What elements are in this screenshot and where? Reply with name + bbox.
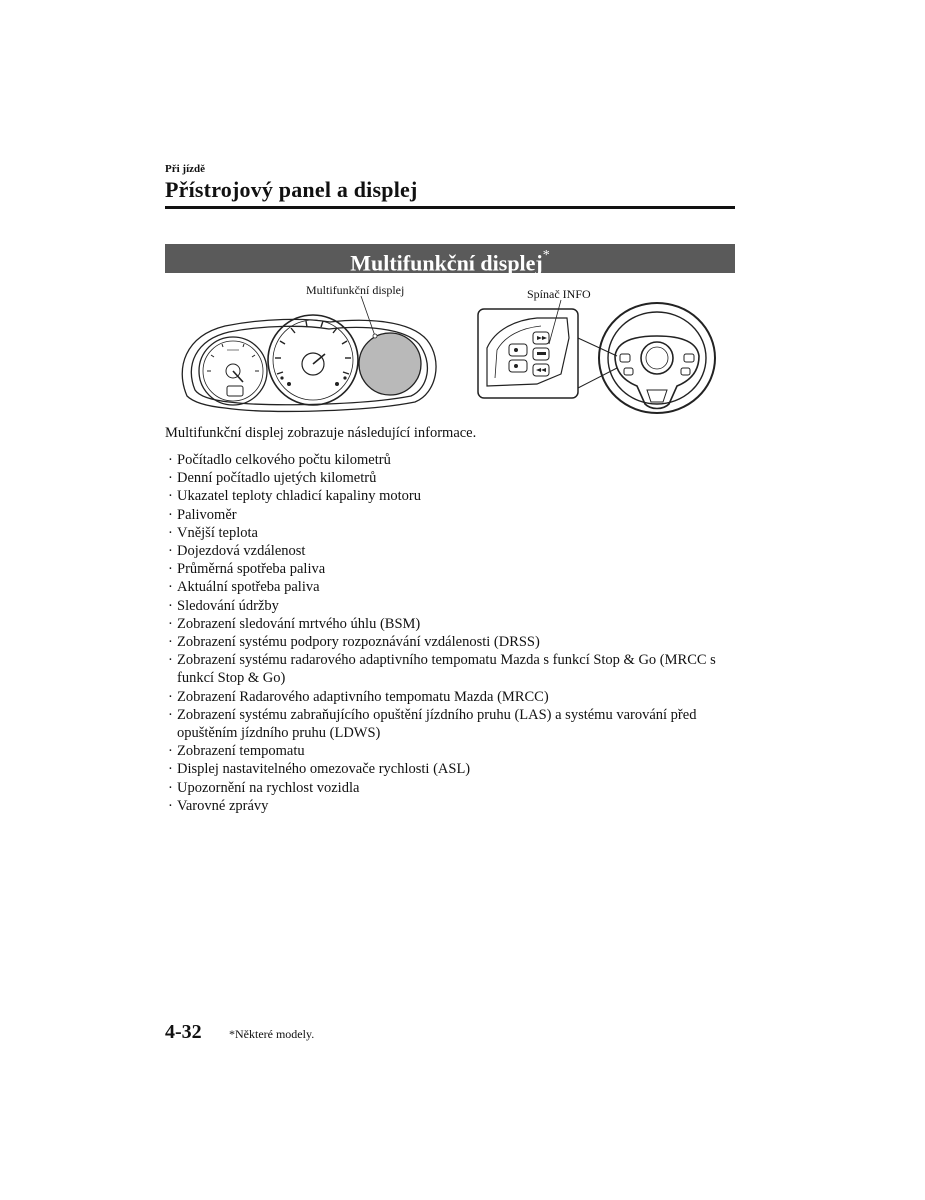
list-item-text: Zobrazení tempomatu xyxy=(177,743,305,760)
list-item xyxy=(165,451,740,469)
bullet: · xyxy=(168,543,173,560)
list-item-text: Zobrazení systému podpory rozpoznávání vzdálenosti (DRSS) xyxy=(177,634,540,651)
list-item-text: Dojezdová vzdálenost xyxy=(177,543,306,560)
list-item-text: Varovné zprávy xyxy=(177,797,269,814)
list-item-text: Zobrazení Radarového adaptivního tempomatu Mazda (MRCC) xyxy=(177,688,549,705)
list-item xyxy=(165,779,740,797)
bullet: · xyxy=(168,688,173,705)
list-item xyxy=(165,760,740,778)
section-title-bar xyxy=(165,244,735,276)
list-item-text: Počítadlo celkového počtu kilometrů xyxy=(177,452,391,468)
list-item-text: Sledování údržby xyxy=(177,597,279,614)
bullet: · xyxy=(168,524,173,541)
bullet: · xyxy=(168,706,173,723)
bullet: · xyxy=(168,779,173,796)
bullet: · xyxy=(168,615,173,632)
callout-info-switch: Spínač INFO xyxy=(527,287,591,301)
bullet: · xyxy=(168,743,173,760)
instrument-cluster-figure xyxy=(165,278,735,428)
optional-equipment-marker: * xyxy=(542,248,550,263)
bullet: · xyxy=(168,761,173,778)
page-number: 4-32 xyxy=(165,1021,202,1043)
list-item-text: Upozornění na rychlost vozidla xyxy=(177,779,360,796)
bullet: · xyxy=(168,597,173,614)
bullet: · xyxy=(168,797,173,814)
list-item-text: Vnější teplota xyxy=(177,524,258,541)
list-item xyxy=(165,688,740,706)
info-list xyxy=(165,451,740,815)
list-item-text: Průměrná spotřeba paliva xyxy=(177,561,326,578)
list-item-text: Zobrazení systému radarového adaptivního tempomatu Mazda s funkcí Stop & Go (MRCC s funkcí Stop & Go) xyxy=(177,652,716,687)
list-item xyxy=(165,597,740,615)
bullet: · xyxy=(168,652,173,669)
figure-illustration xyxy=(165,278,735,428)
bullet: · xyxy=(168,579,173,596)
list-item xyxy=(165,615,740,633)
intro-text: Multifunkční displej zobrazuje následující informace. xyxy=(165,425,477,441)
list-item-text: Aktuální spotřeba paliva xyxy=(177,579,320,596)
info-switch-illustration xyxy=(478,300,715,413)
section-title: Multifunkční displej xyxy=(350,250,543,276)
list-item xyxy=(165,578,740,596)
list-item xyxy=(165,524,740,542)
list-item xyxy=(165,542,740,560)
list-item-text: Displej nastavitelného omezovače rychlosti (ASL) xyxy=(177,761,471,778)
bullet: · xyxy=(168,561,173,578)
list-item-text: Denní počítadlo ujetých kilometrů xyxy=(177,470,377,487)
list-item xyxy=(165,797,740,815)
list-item-text: Ukazatel teploty chladicí kapaliny motoru xyxy=(177,488,422,505)
list-item xyxy=(165,487,740,505)
instrument-cluster-illustration xyxy=(182,296,436,411)
list-item xyxy=(165,506,740,524)
footnote: *Některé modely. xyxy=(229,1027,315,1041)
bullet: · xyxy=(168,470,173,487)
bullet: · xyxy=(168,488,173,505)
bullet: · xyxy=(168,452,173,468)
list-item xyxy=(165,469,740,487)
bullet: · xyxy=(168,506,173,523)
list-item xyxy=(165,633,740,651)
page-heading: Přístrojový panel a displej xyxy=(165,177,418,202)
callout-multifunction-display: Multifunkční displej xyxy=(306,283,405,297)
list-item-text: Palivoměr xyxy=(177,506,237,523)
bullet: · xyxy=(168,634,173,651)
list-item-text: Zobrazení systému zabraňujícího opuštění jízdního pruhu (LAS) a systému varování před opuštěním jízdního pruhu (LDWS) xyxy=(177,706,697,742)
list-item xyxy=(165,742,740,760)
heading-rule xyxy=(165,206,735,209)
list-item xyxy=(165,706,740,742)
list-item xyxy=(165,651,740,687)
section-label: Při jízdě xyxy=(165,163,206,175)
list-item-text: Zobrazení sledování mrtvého úhlu (BSM) xyxy=(177,615,421,632)
list-item xyxy=(165,560,740,578)
